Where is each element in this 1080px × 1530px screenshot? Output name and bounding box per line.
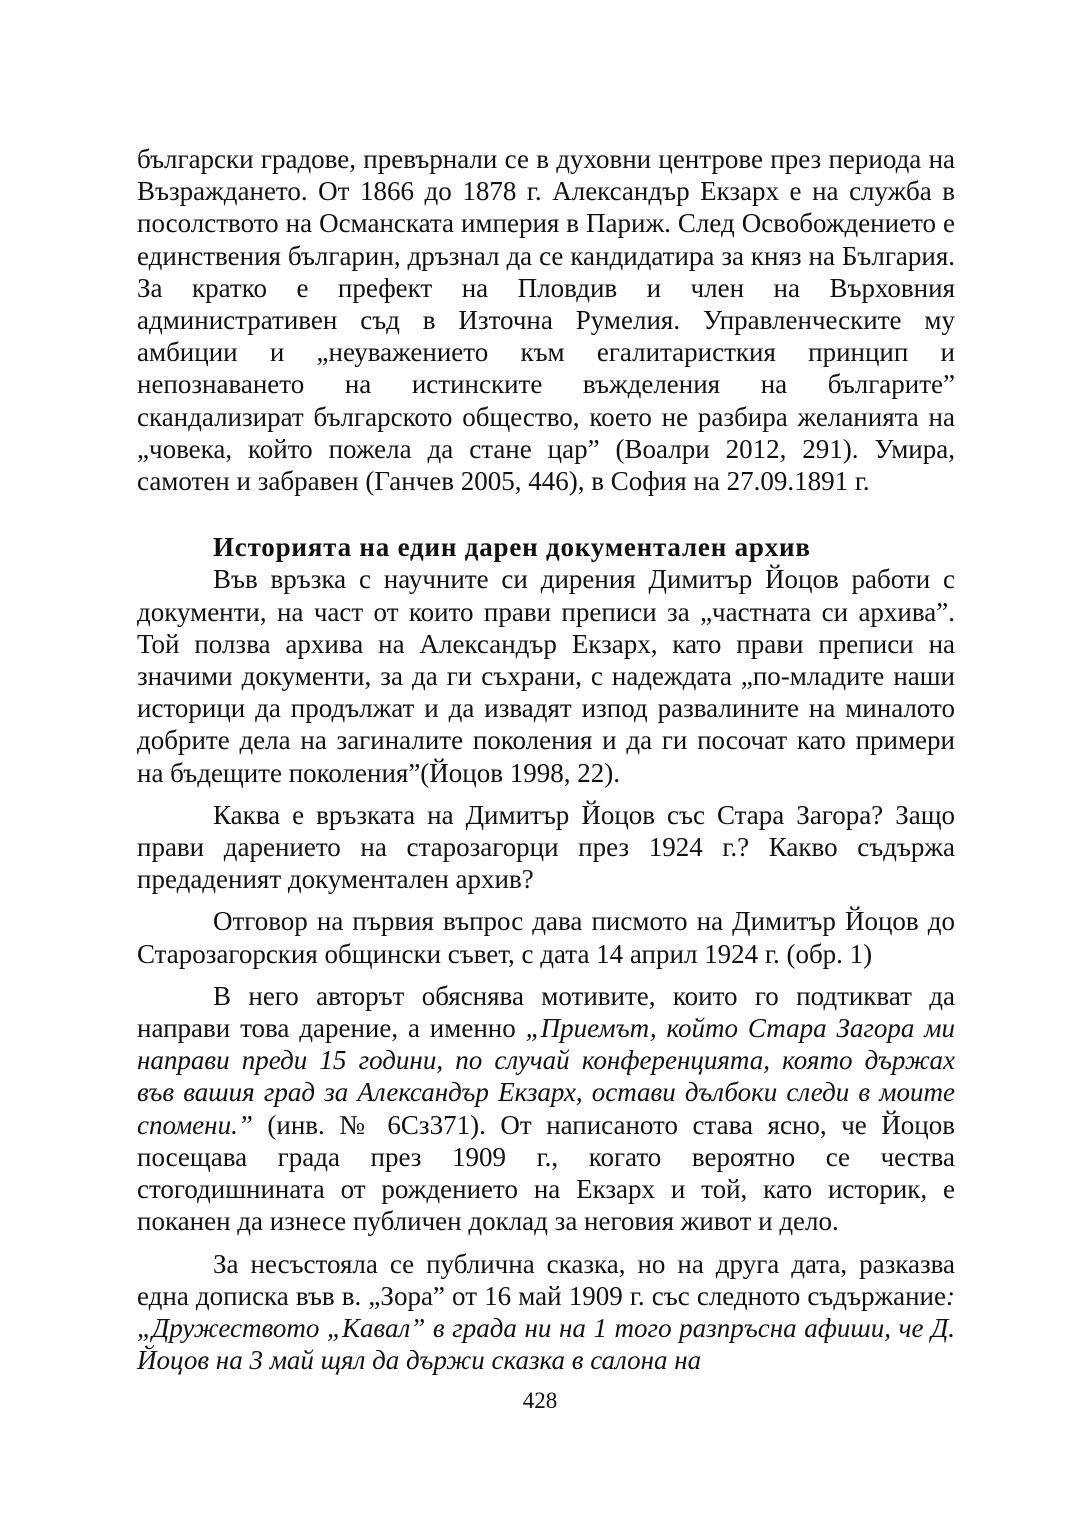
document-page — [137, 143, 955, 1376]
section-heading: Историята на един дарен документален архив — [213, 532, 811, 563]
motives-quote: „Приемът, който Стара Загора ми направи преди 15 години, по случай конференцията, която държах във вашия град за Александър Екзарх, остави дълбоки следи в моите спомени.” — [137, 1013, 955, 1140]
paragraph-questions: Каква е връзката на Димитър Йоцов със Стара Загора? Защо прави дарението на старозагорци през 1924 г.? Какво съдържа предаденият документален архив? — [137, 799, 955, 895]
zora-quote: : „Дружеството „Кавал” в града ни на 1 того разпръсна афиши, че Д. Йоцов на 3 май щял да държи сказка в салона на — [137, 1280, 955, 1376]
paragraph-biography: български градове, превърнали се в духовни центрове през периода на Възраждането. От 1866 до 1878 г. Александър Екзарх е на служба в посолството на Османската империя в Париж. След Освобождението е единствения българин, дръзнал да се кандидатира за княз на България. За кратко е префект на Пловдив и член на Върховния административен съд в Източна Румелия. Управленческите му амбиции и „неуважението към егалитаристкия принцип и непознаването на истинските въжделения на българите” скандализират българското общество, което не разбира желанията на „човека, който пожела да стане цар” (Воалри 2012, 291). Умира, самотен и забравен (Ганчев 2005, 446), в София на 27.09.1891 г. — [137, 144, 955, 497]
paragraph-archive-intro: Във връзка с научните си дирения Димитър Йоцов работи с документи, на част от които прави преписи за „частната си архива”. Той ползва архива на Александър Екзарх, като прави преписи на значими документи, за да ги съхрани, с надеждата „по-младите наши историци да продължат и да извадят изпод развалините на миналото добрите дела на загиналите поколения и да ги посочат като примери на бъдещите поколения”(Йоцов 1998, 22). — [137, 564, 955, 788]
page-number: 428 — [522, 1388, 558, 1413]
motives-text-end: (инв. № 6Сз371). От написаното става ясно, че Йоцов посещава града през 1909 г., когато вероятно се чества стогодишнината от рождението на Екзарх и той, като историк, е поканен да изнесе публичен доклад за неговия живот и дело. — [137, 1109, 955, 1237]
motives-text-start: В него авторът обяснява мотивите, които го подтикват да направи това дарение, а именно — [137, 980, 955, 1044]
paragraph-motives — [137, 980, 955, 1238]
paragraph-letter: Отговор на първия въпрос дава писмото на Димитър Йоцов до Старозагорския общински съвет, с дата 14 април 1924 г. (обр. 1) — [137, 906, 955, 969]
zora-text: За несъстояла се публична сказка, но на друга дата, разказва една дописка във в. „Зора” от 16 май 1909 г. със следното съдържание — [137, 1248, 955, 1311]
paragraph-zora-note — [137, 1248, 955, 1377]
